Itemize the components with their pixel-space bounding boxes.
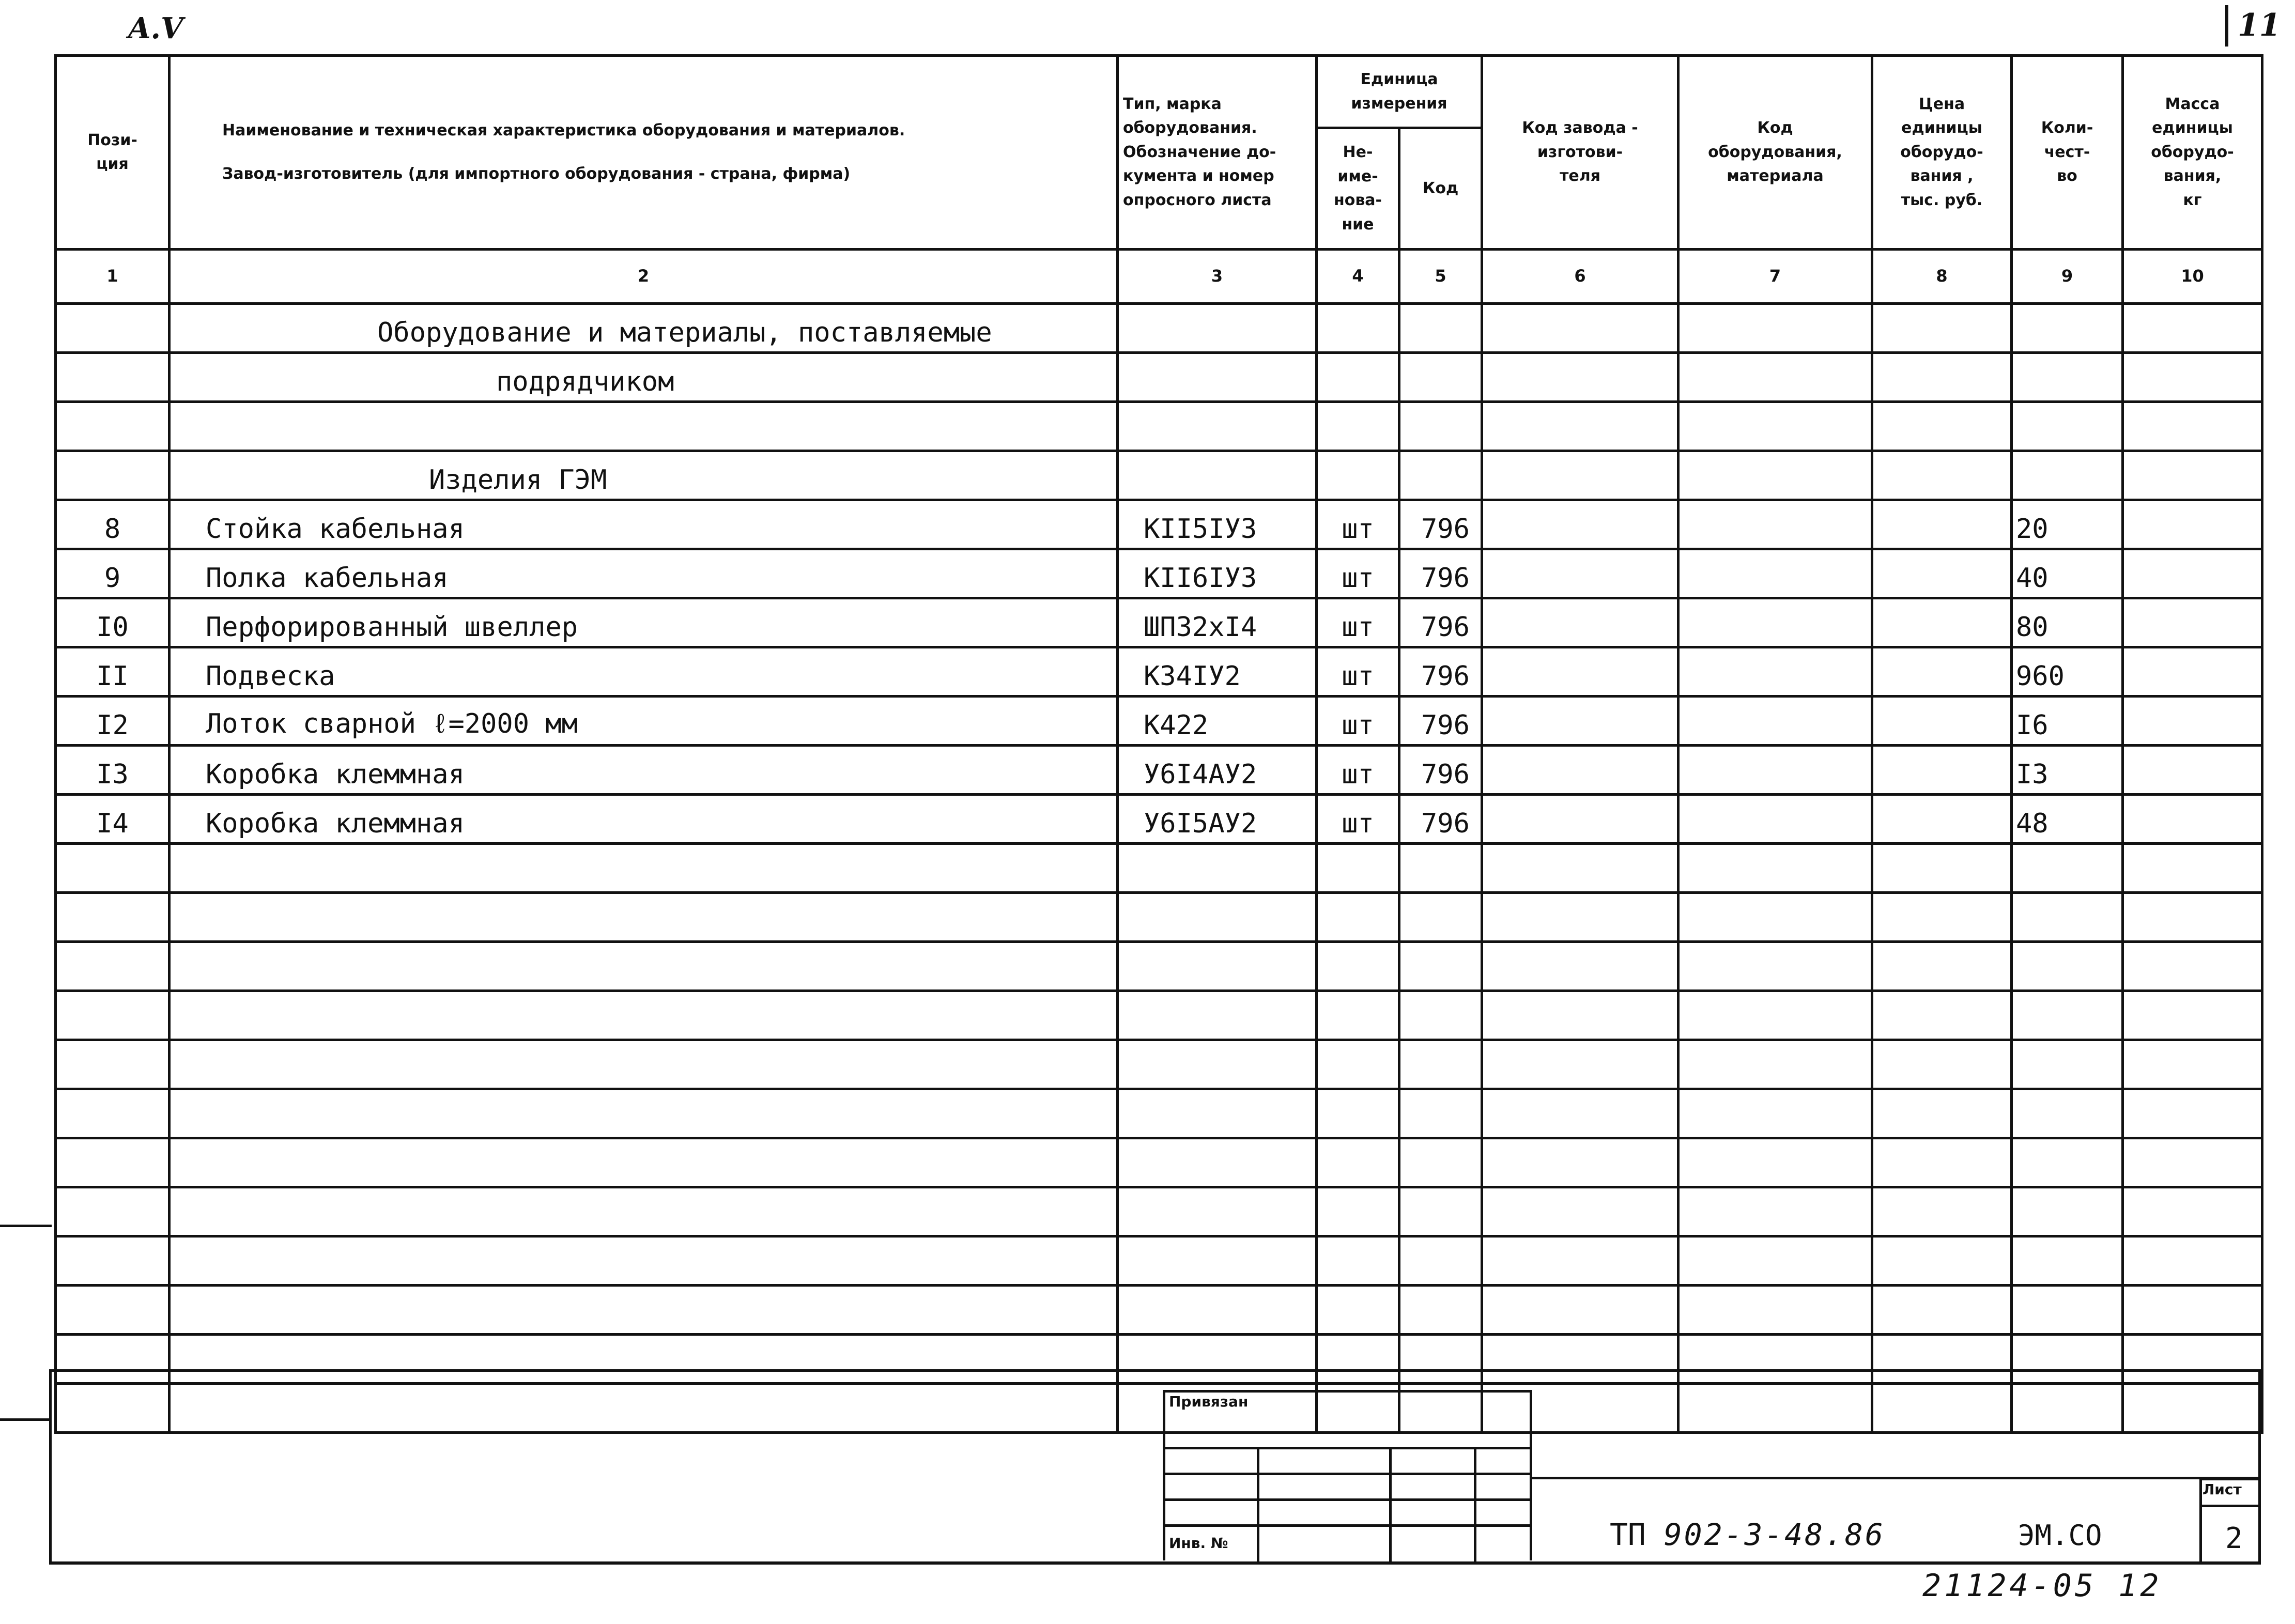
cell-name: Подвеска bbox=[170, 647, 1118, 697]
cell-quantity: 80 bbox=[2012, 598, 2123, 647]
cell-type: K34IУ2 bbox=[1118, 647, 1317, 697]
margin-tick bbox=[0, 1418, 52, 1421]
stamp-divider bbox=[1257, 1447, 1259, 1561]
stamp-rule bbox=[1163, 1524, 1532, 1527]
header-equipment-code: Код оборудования, материала bbox=[1678, 56, 1872, 250]
footer-left-border bbox=[49, 1369, 52, 1563]
page-mark: 11 bbox=[2238, 7, 2281, 43]
cell-unit-code: 796 bbox=[1399, 598, 1482, 647]
cell-type: KII6IУ3 bbox=[1118, 549, 1317, 598]
header-name bbox=[170, 56, 1118, 250]
col-number: 5 bbox=[1399, 250, 1482, 304]
cell-unit: шт bbox=[1317, 647, 1399, 697]
header-name-line2: Завод-изготовитель (для импортного оборудования - страна, фирма) bbox=[222, 165, 851, 183]
blank-row bbox=[56, 1384, 2262, 1433]
stamp-rule bbox=[1163, 1447, 1532, 1449]
footer-baseline bbox=[49, 1561, 2261, 1565]
document-mark: ЭМ.СО bbox=[2018, 1519, 2102, 1552]
table-row bbox=[56, 746, 2262, 795]
cell-quantity: I6 bbox=[2012, 697, 2123, 746]
col-number: 1 bbox=[56, 250, 170, 304]
cell-quantity: 20 bbox=[2012, 500, 2123, 549]
cell-unit-code: 796 bbox=[1399, 500, 1482, 549]
group-title: Изделия ГЭМ bbox=[170, 451, 1118, 500]
cell-type: У6I5АУ2 bbox=[1118, 795, 1317, 844]
table-row bbox=[56, 598, 2262, 647]
section-row bbox=[56, 353, 2262, 402]
blank-row bbox=[56, 942, 2262, 991]
cell-name: Перфорированный швеллер bbox=[170, 598, 1118, 647]
group-row bbox=[56, 451, 2262, 500]
sheet-box-rule bbox=[2199, 1505, 2260, 1507]
cell-unit-code: 796 bbox=[1399, 647, 1482, 697]
header-unit-code: Код bbox=[1399, 128, 1482, 250]
stamp-divider bbox=[1389, 1447, 1392, 1561]
blank-row bbox=[56, 1286, 2262, 1335]
specification-table bbox=[54, 54, 2263, 1434]
stamp-title: Привязан bbox=[1169, 1393, 1249, 1410]
col-number: 3 bbox=[1118, 250, 1317, 304]
blank-row bbox=[56, 893, 2262, 942]
title-block-rule bbox=[1532, 1477, 2258, 1479]
cell-unit-code: 796 bbox=[1399, 746, 1482, 795]
cell-unit: шт bbox=[1317, 697, 1399, 746]
footer-code: 21124-05 12 bbox=[1922, 1568, 2162, 1604]
document-number: 902-3-48.86 bbox=[1664, 1517, 1885, 1552]
blank-row bbox=[56, 1040, 2262, 1089]
cell-type: У6I4АУ2 bbox=[1118, 746, 1317, 795]
cell-name: Коробка клеммная bbox=[170, 746, 1118, 795]
header-unit-name: Не- име- нова- ние bbox=[1317, 128, 1399, 250]
cell-quantity: 48 bbox=[2012, 795, 2123, 844]
section-title-cont: подрядчиком bbox=[170, 353, 1118, 402]
sheet-label: Лист bbox=[2202, 1481, 2242, 1498]
cell-name: Коробка клеммная bbox=[170, 795, 1118, 844]
cell-name: Лоток сварной ℓ=2000 мм bbox=[170, 697, 1118, 746]
cell-quantity: 960 bbox=[2012, 647, 2123, 697]
table-row bbox=[56, 697, 2262, 746]
stamp-inventory-label: Инв. № bbox=[1169, 1535, 1228, 1552]
stamp-rule bbox=[1163, 1473, 1532, 1475]
header-type: Тип, марка оборудования. Обозначение до- кумента и номер опросного листа bbox=[1118, 56, 1317, 250]
footer-top-rule bbox=[49, 1369, 2261, 1372]
cell-position: II bbox=[56, 647, 170, 697]
col-number: 6 bbox=[1482, 250, 1678, 304]
blank-row bbox=[56, 991, 2262, 1040]
cell-type: KII5IУ3 bbox=[1118, 500, 1317, 549]
section-row bbox=[56, 304, 2262, 353]
cell-unit: шт bbox=[1317, 795, 1399, 844]
table-row bbox=[56, 795, 2262, 844]
document-code bbox=[1610, 1517, 1885, 1552]
blank-row bbox=[56, 1236, 2262, 1286]
cell-position: 8 bbox=[56, 500, 170, 549]
blank-row bbox=[56, 844, 2262, 893]
blank-row bbox=[56, 1335, 2262, 1384]
cell-type: ШП32хI4 bbox=[1118, 598, 1317, 647]
col-number: 7 bbox=[1678, 250, 1872, 304]
col-number: 8 bbox=[1872, 250, 2012, 304]
stamp-rule bbox=[1163, 1498, 1532, 1501]
header-position: Пози- ция bbox=[56, 56, 170, 250]
blank-row bbox=[56, 1187, 2262, 1236]
header-mass: Масса единицы оборудо- вания, кг bbox=[2123, 56, 2262, 250]
cell-name: Стойка кабельная bbox=[170, 500, 1118, 549]
col-number: 2 bbox=[170, 250, 1118, 304]
header-factory-code: Код завода - изготови- теля bbox=[1482, 56, 1678, 250]
cell-position: I4 bbox=[56, 795, 170, 844]
cell-position: I2 bbox=[56, 697, 170, 746]
header-price: Цена единицы оборудо- вания , тыс. руб. bbox=[1872, 56, 2012, 250]
cell-unit: шт bbox=[1317, 598, 1399, 647]
header-unit: Единица измерения bbox=[1317, 56, 1482, 128]
cell-position: I3 bbox=[56, 746, 170, 795]
cell-quantity: I3 bbox=[2012, 746, 2123, 795]
blank-row bbox=[56, 1138, 2262, 1187]
corner-mark-left: A.V bbox=[128, 11, 183, 45]
cell-quantity: 40 bbox=[2012, 549, 2123, 598]
cell-unit-code: 796 bbox=[1399, 697, 1482, 746]
margin-tick bbox=[0, 1225, 52, 1227]
col-number: 9 bbox=[2012, 250, 2123, 304]
stamp-divider bbox=[1474, 1447, 1476, 1561]
section-title: Оборудование и материалы, поставляемые bbox=[170, 304, 1118, 353]
header-quantity: Коли- чест- во bbox=[2012, 56, 2123, 250]
cell-unit-code: 796 bbox=[1399, 549, 1482, 598]
corner-divider bbox=[2225, 5, 2228, 47]
cell-unit: шт bbox=[1317, 746, 1399, 795]
document-prefix: ТП bbox=[1610, 1517, 1646, 1552]
header-name-line1: Наименование и техническая характеристика оборудования и материалов. bbox=[222, 121, 905, 140]
table-row bbox=[56, 500, 2262, 549]
table-row bbox=[56, 549, 2262, 598]
cell-unit-code: 796 bbox=[1399, 795, 1482, 844]
cell-position: 9 bbox=[56, 549, 170, 598]
cell-unit: шт bbox=[1317, 500, 1399, 549]
cell-type: K422 bbox=[1118, 697, 1317, 746]
blank-row bbox=[56, 402, 2262, 451]
col-number: 10 bbox=[2123, 250, 2262, 304]
sheet-number: 2 bbox=[2225, 1522, 2243, 1555]
col-number: 4 bbox=[1317, 250, 1399, 304]
blank-row bbox=[56, 1089, 2262, 1138]
cell-unit: шт bbox=[1317, 549, 1399, 598]
table-row bbox=[56, 647, 2262, 697]
cell-name: Полка кабельная bbox=[170, 549, 1118, 598]
cell-position: I0 bbox=[56, 598, 170, 647]
